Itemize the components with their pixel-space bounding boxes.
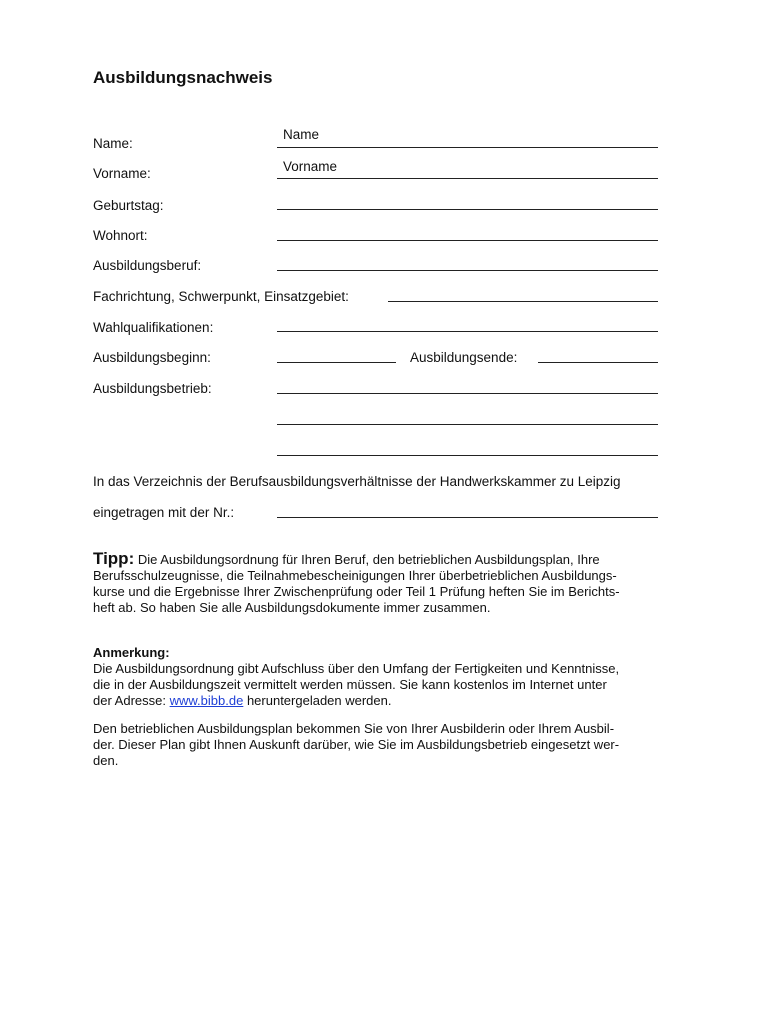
register-number-line[interactable] bbox=[277, 517, 658, 518]
anmerkung-line-3 bbox=[93, 693, 657, 709]
tipp-paragraph bbox=[93, 551, 657, 616]
anmerkung-paragraph bbox=[93, 645, 657, 709]
ausbildungsplan-line-1: Den betrieblichen Ausbildungsplan bekommen Sie von Ihrer Ausbilderin oder Ihrem Ausbil- bbox=[93, 721, 615, 736]
ausbildungsplan-line-2: der. Dieser Plan gibt Ihnen Auskunft darüber, wie Sie im Ausbildungsbetrieb eingesetzt wer- bbox=[93, 737, 620, 752]
vorname-value: Vorname bbox=[283, 159, 338, 174]
tipp-heading: Tipp: bbox=[93, 549, 135, 568]
wahlqualifikationen-line[interactable] bbox=[277, 331, 658, 332]
tipp-line-3: kurse und die Ergebnisse Ihrer Zwischenprüfung oder Teil 1 Prüfung heften Sie im Berichts- bbox=[93, 584, 620, 599]
ausbildungsplan-paragraph bbox=[93, 721, 657, 769]
wahlqualifikationen-label: Wahlqualifikationen: bbox=[93, 320, 214, 335]
vorname-label: Vorname: bbox=[93, 166, 151, 181]
bibb-link[interactable]: www.bibb.de bbox=[169, 693, 244, 708]
tipp-line-1 bbox=[93, 551, 657, 568]
tipp-line-2: Berufsschulzeugnisse, die Teilnahmebescheinigungen Ihrer überbetrieblichen Ausbildungs- bbox=[93, 568, 617, 583]
anmerkung-line-1: Die Ausbildungsordnung gibt Aufschluss über den Umfang der Fertigkeiten und Kenntnisse, bbox=[93, 661, 620, 676]
ausbildungsbeginn-label: Ausbildungsbeginn: bbox=[93, 350, 211, 365]
ausbildungsbetrieb-line-1[interactable] bbox=[277, 393, 658, 394]
ausbildungsbeginn-line[interactable] bbox=[277, 362, 396, 363]
anmerkung-line-2: die in der Ausbildungszeit vermittelt werden müssen. Sie kann kostenlos im Internet unter bbox=[93, 677, 607, 692]
ausbildungsplan-line-3: den. bbox=[93, 753, 119, 768]
ausbildungsberuf-line[interactable] bbox=[277, 270, 658, 271]
name-label: Name: bbox=[93, 136, 133, 151]
anmerkung-heading: Anmerkung: bbox=[93, 645, 170, 660]
document-title: Ausbildungsnachweis bbox=[93, 68, 273, 87]
geburtstag-label: Geburtstag: bbox=[93, 198, 164, 213]
ausbildungsende-label: Ausbildungsende: bbox=[410, 350, 518, 365]
name-value: Name bbox=[283, 127, 320, 142]
ausbildungsende-line[interactable] bbox=[538, 362, 658, 363]
fachrichtung-label: Fachrichtung, Schwerpunkt, Einsatzgebiet: bbox=[93, 289, 349, 304]
anmerkung-line-3-post: heruntergeladen werden. bbox=[243, 693, 392, 708]
tipp-text-1: Die Ausbildungsordnung für Ihren Beruf, den betrieblichen Ausbildungsplan, Ihre bbox=[134, 552, 600, 567]
ausbildungsbetrieb-label: Ausbildungsbetrieb: bbox=[93, 381, 212, 396]
register-number-label: eingetragen mit der Nr.: bbox=[93, 505, 235, 520]
wohnort-label: Wohnort: bbox=[93, 228, 148, 243]
wohnort-line[interactable] bbox=[277, 240, 658, 241]
ausbildungsbetrieb-line-2[interactable] bbox=[277, 424, 658, 425]
tipp-line-4: heft ab. So haben Sie alle Ausbildungsdokumente immer zusammen. bbox=[93, 600, 491, 615]
geburtstag-line[interactable] bbox=[277, 209, 658, 210]
fachrichtung-line[interactable] bbox=[388, 301, 658, 302]
register-text: In das Verzeichnis der Berufsausbildungsverhältnisse der Handwerkskammer zu Leipzig bbox=[93, 474, 621, 489]
ausbildungsbetrieb-line-3[interactable] bbox=[277, 455, 658, 456]
ausbildungsberuf-label: Ausbildungsberuf: bbox=[93, 258, 202, 273]
vorname-line[interactable] bbox=[277, 178, 658, 179]
name-line[interactable] bbox=[277, 147, 658, 148]
anmerkung-line-3-pre: der Adresse: bbox=[93, 693, 170, 708]
